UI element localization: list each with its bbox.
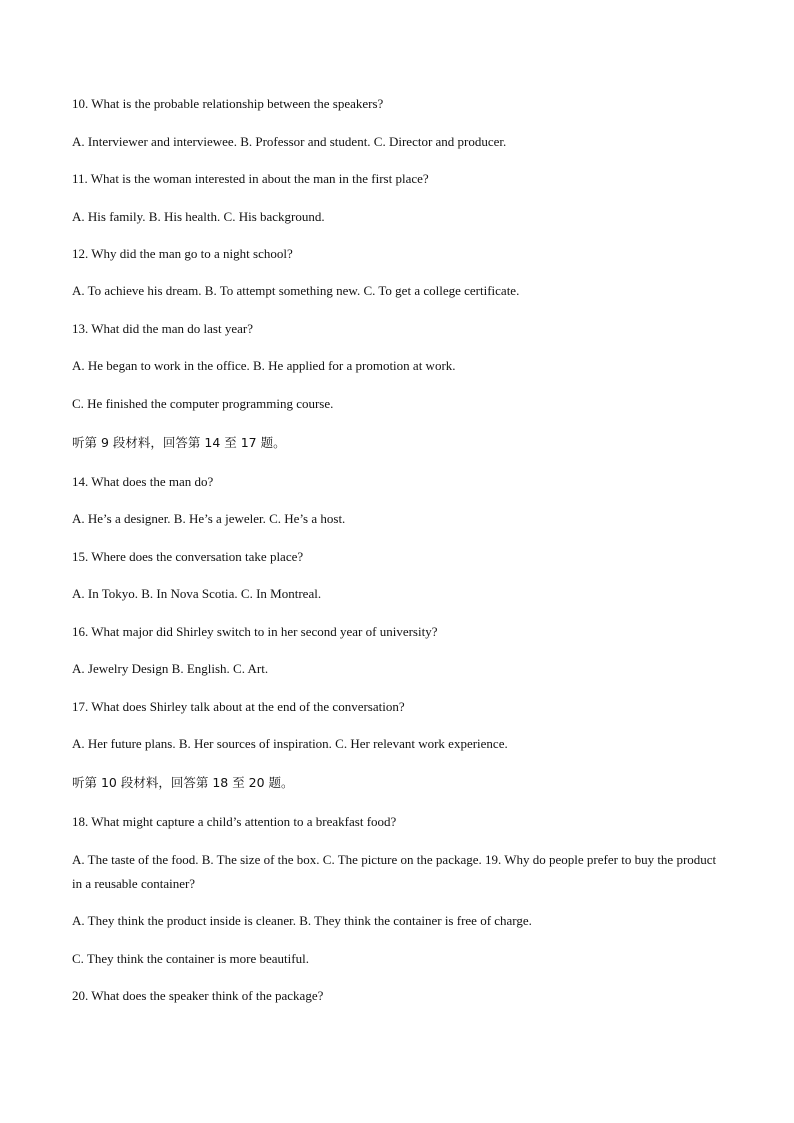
options-13-ab: A. He began to work in the office. B. He applied for a promotion at work. — [72, 358, 456, 373]
options-13-c: C. He finished the computer programming course. — [72, 396, 334, 411]
options-11: A. His family. B. His health. C. His background. — [72, 209, 325, 224]
question-12: 12. Why did the man go to a night school? — [72, 246, 293, 261]
options-19-c: C. They think the container is more beautiful. — [72, 951, 309, 966]
question-15: 15. Where does the conversation take place? — [72, 549, 304, 564]
question-17: 17. What does Shirley talk about at the end of the conversation? — [72, 699, 405, 714]
question-16: 16. What major did Shirley switch to in her second year of university? — [72, 624, 438, 639]
question-18: 18. What might capture a child’s attention to a breakfast food? — [72, 814, 397, 829]
options-15: A. In Tokyo. B. In Nova Scotia. C. In Montreal. — [72, 586, 322, 601]
question-13: 13. What did the man do last year? — [72, 321, 253, 336]
question-20: 20. What does the speaker think of the package? — [72, 988, 324, 1003]
options-10: A. Interviewer and interviewee. B. Professor and student. C. Director and producer. — [72, 134, 507, 149]
options-16: A. Jewelry Design B. English. C. Art. — [72, 661, 269, 676]
question-11: 11. What is the woman interested in about the man in the first place? — [72, 171, 429, 186]
options-14: A. He’s a designer. B. He’s a jeweler. C. He’s a host. — [72, 511, 346, 526]
section-heading-9: 听第 9 段材料，回答第 14 至 17 题。 — [72, 435, 286, 450]
options-19-ab: A. They think the product inside is cleaner. B. They think the container is free of charge. — [72, 913, 532, 928]
options-12: A. To achieve his dream. B. To attempt something new. C. To get a college certificate. — [72, 283, 520, 298]
options-17: A. Her future plans. B. Her sources of inspiration. C. Her relevant work experience. — [72, 736, 508, 751]
options-18-question-19: A. The taste of the food. B. The size of the box. C. The picture on the package. 19. Why do people prefer to buy the product in a reusable container? — [72, 852, 717, 891]
section-heading-10: 听第 10 段材料，回答第 18 至 20 题。 — [72, 775, 294, 790]
question-14: 14. What does the man do? — [72, 474, 214, 489]
question-10: 10. What is the probable relationship between the speakers? — [72, 96, 384, 111]
